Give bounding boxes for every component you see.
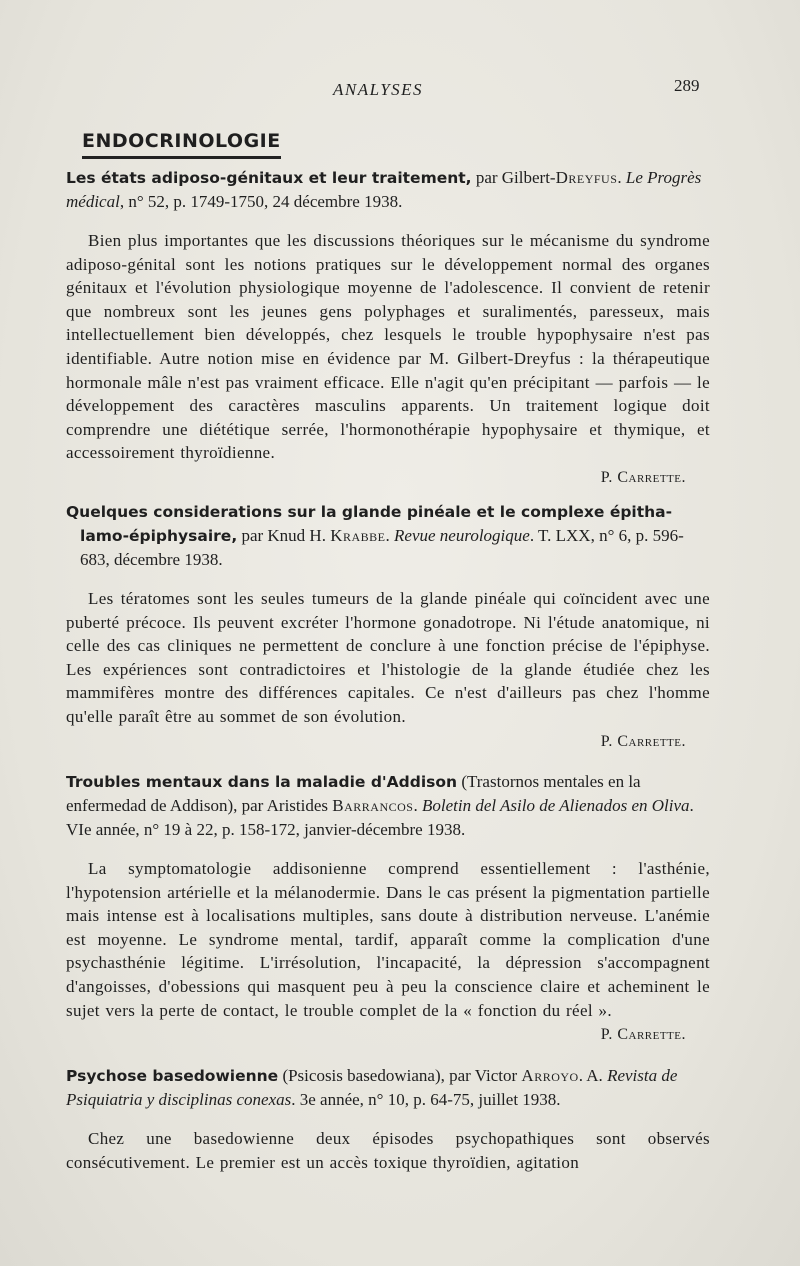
article-body: Chez une basedowienne deux épisodes psychopathiques sont observés consécutivement. Le premier est un accès toxique thyroïdien, agitation bbox=[66, 1129, 710, 1172]
article-title: Troubles mentaux dans la maladie d'Addison (Trastornos mentales en la enfermedad de Addison), par Aristides Barrancos. Boletin del Asilo de Alienados en Oliva. VIe année, n° 19 à 22, p. 158-172, janvier-décembre 1938. bbox=[66, 772, 694, 839]
article-1 bbox=[66, 166, 710, 487]
article-body: Bien plus importantes que les discussions théoriques sur le mécanisme du syndrome adiposo-génital sont les notions pratiques sur le développement normal des organes génitaux et l'évolution physiologique moyenne de l'adolescence. Il convient de retenir que nombreux sont les jeunes gens polyphages et suralimentés, paresseux, mais intellectuellement bien développés, chez lesquels le trouble hypophysaire n'est pas identifiable. Autre notion mise en évidence par M. Gilbert-Dreyfus : la thérapeutique hormonale mâle n'est pas vraiment efficace. Elle n'agit qu'en précipitant — parfois — le développement des caractères masculins apparents. Un traitement logique doit comprendre une diététique serrée, l'hormonothérapie hypophysaire et thymique, et accessoirement thyroïdienne. bbox=[66, 231, 710, 463]
article-4 bbox=[66, 1064, 710, 1174]
author-name: Krabbe bbox=[330, 526, 386, 545]
author-name: Dreyfus bbox=[555, 168, 618, 187]
article-title: Psychose basedowienne (Psicosis basedowiana), par Victor Arroyo. A. Revista de Psiquiatria y disciplinas conexas. 3e année, n° 10, p. 64-75, juillet 1938. bbox=[66, 1066, 678, 1109]
signature: P. Carrette. bbox=[600, 1026, 686, 1044]
journal-name: Le Progrès médical bbox=[66, 168, 702, 211]
journal-name: Revista de Psiquiatria y disciplinas conexas bbox=[66, 1066, 678, 1109]
article-title: Les états adiposo-génitaux et leur traitement, par Gilbert-Dreyfus. Le Progrès médical, n° 52, p. 1749-1750, 24 décembre 1938. bbox=[66, 168, 702, 211]
signature: P. Carrette. bbox=[600, 468, 686, 486]
article-body: Les tératomes sont les seules tumeurs de la glande pinéale qui coïncident avec une puberté précoce. Ils peuvent excréter l'hormone gonadotrope. Ni l'étude anatomique, ni celle des cas cliniques ne permettent de conclure à une fonction précise de l'épiphyse. Les expériences sont contradictoires et l'histologie de la glande étudiée chez les mammifères montre des différences capitales. Ce n'est d'ailleurs pas chez l'homme qu'elle paraît être au sommet de son évolution. bbox=[66, 589, 710, 726]
journal-name: Revue neurologique bbox=[394, 526, 530, 545]
signature: P. Carrette. bbox=[600, 732, 686, 750]
article-body: La symptomatologie addisonienne comprend essentiellement : l'asthénie, l'hypotension artérielle et la mélanodermie. Dans le cas présent la pigmentation partielle mais intense est à localisations multiples, sans doute à distribution nerveuse. L'anémie est moyenne. Le syndrome mental, tardif, apparaît comme la complication d'une psychasthénie légitime. L'irrésolution, l'incapacité, la dépression s'accompagnent d'angoisses, d'obessions qui masquent peu à peu la conscience claire et acheminent le sujet vers la perte de contact, le trouble complet de la « fonction du réel ». bbox=[66, 859, 710, 1020]
running-head: ANALYSES bbox=[333, 80, 424, 99]
page-header bbox=[0, 76, 800, 106]
section-title: ENDOCRINOLOGIE bbox=[82, 130, 281, 159]
author-name: Arroyo bbox=[521, 1066, 579, 1085]
author-name: Barrancos bbox=[332, 796, 414, 815]
article-3 bbox=[66, 770, 710, 1044]
article-2 bbox=[66, 500, 710, 751]
article-title: Quelques considerations sur la glande pinéale et le complexe épitha- bbox=[66, 503, 673, 521]
article-title-cont: lamo-épiphysaire, par Knud H. Krabbe. Revue neurologique. T. LXX, n° 6, p. 596-683, décembre 1938. bbox=[80, 526, 684, 569]
page-number: 289 bbox=[674, 76, 700, 95]
journal-name: Boletin del Asilo de Alienados en Oliva bbox=[421, 796, 690, 815]
